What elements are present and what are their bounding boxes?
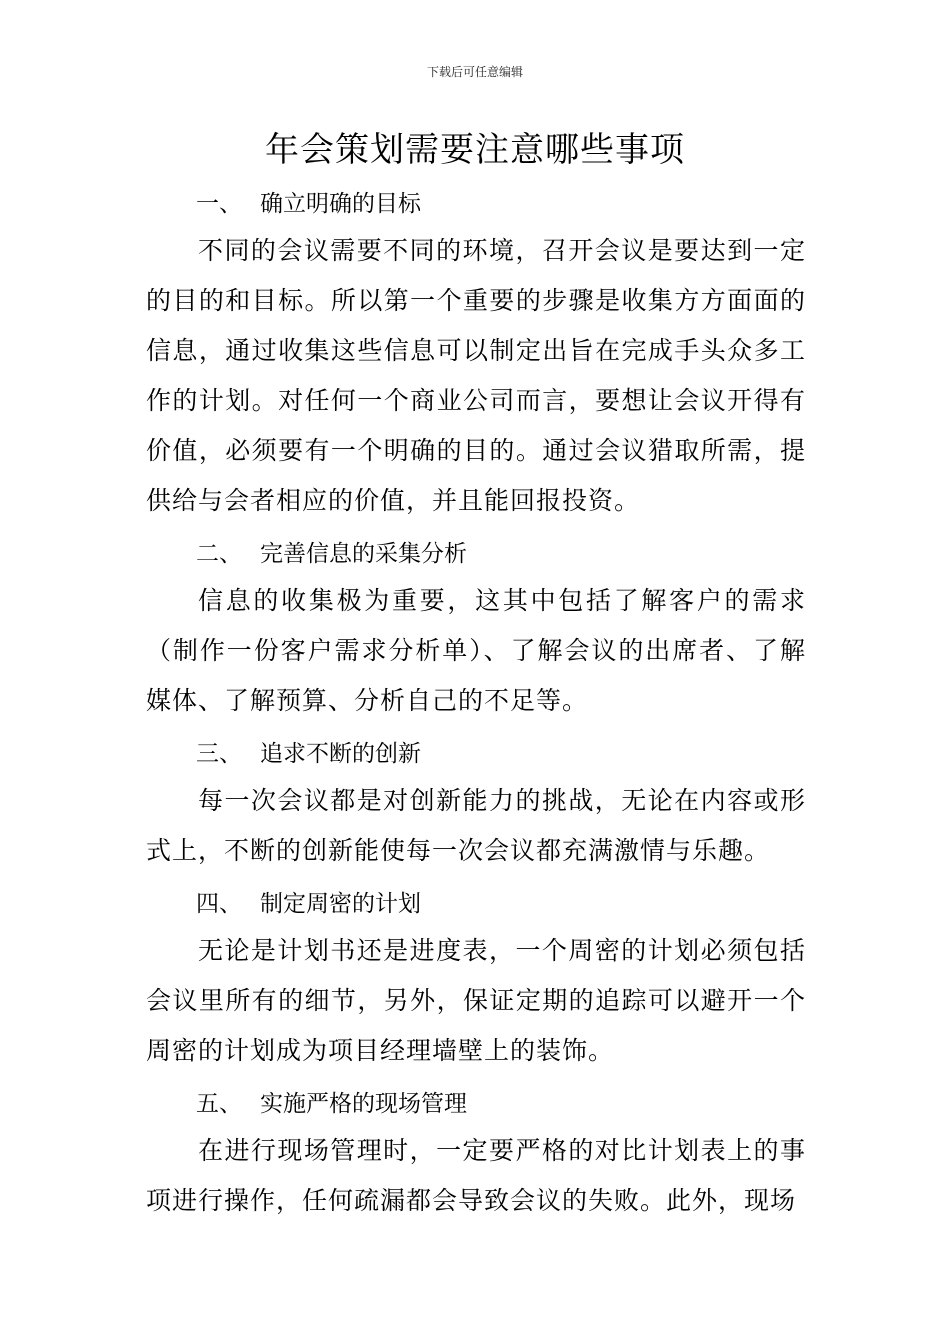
document-body xyxy=(146,176,806,1226)
section-title: 实施严格的现场管理 xyxy=(260,1090,467,1117)
section-number: 二、 xyxy=(196,540,242,567)
section-title: 制定周密的计划 xyxy=(260,890,421,917)
section-title: 确立明确的目标 xyxy=(260,190,421,217)
section-number: 五、 xyxy=(196,1090,242,1117)
section-paragraph-1: 不同的会议需要不同的环境，召开会议是要达到一定的目的和目标。所以第一个重要的步骤是收集方方面面的信息，通过收集这些信息可以制定出旨在完成手头众多工作的计划。对任何一个商业公司而言，要想让会议开得有价值，必须要有一个明确的目的。通过会议猎取所需，提供给与会者相应的价值，并且能回报投资。 xyxy=(146,236,806,515)
section-paragraph-4: 无论是计划书还是进度表，一个周密的计划必须包括会议里所有的细节，另外，保证定期的追踪可以避开一个周密的计划成为项目经理墙壁上的装饰。 xyxy=(146,936,806,1065)
section-number: 四、 xyxy=(196,890,242,917)
section-heading-5 xyxy=(146,1076,806,1126)
section-heading-4 xyxy=(146,876,806,926)
header-note: 下载后可任意编辑 xyxy=(426,65,523,79)
section-number: 三、 xyxy=(196,740,242,767)
section-paragraph-3: 每一次会议都是对创新能力的挑战，无论在内容或形式上，不断的创新能使每一次会议都充满激情与乐趣。 xyxy=(146,786,806,865)
section-paragraph-5: 在进行现场管理时，一定要严格的对比计划表上的事项进行操作，任何疏漏都会导致会议的失败。此外，现场 xyxy=(146,1136,806,1215)
section-title: 追求不断的创新 xyxy=(260,740,421,767)
section-heading-3 xyxy=(146,726,806,776)
section-paragraph-2: 信息的收集极为重要，这其中包括了解客户的需求（制作一份客户需求分析单）、了解会议的出席者、了解媒体、了解预算、分析自己的不足等。 xyxy=(146,586,806,715)
section-heading-1 xyxy=(146,176,806,226)
section-title: 完善信息的采集分析 xyxy=(260,540,467,567)
section-number: 一、 xyxy=(196,190,242,217)
document-title: 年会策划需要注意哪些事项 xyxy=(265,130,685,170)
section-heading-2 xyxy=(146,526,806,576)
